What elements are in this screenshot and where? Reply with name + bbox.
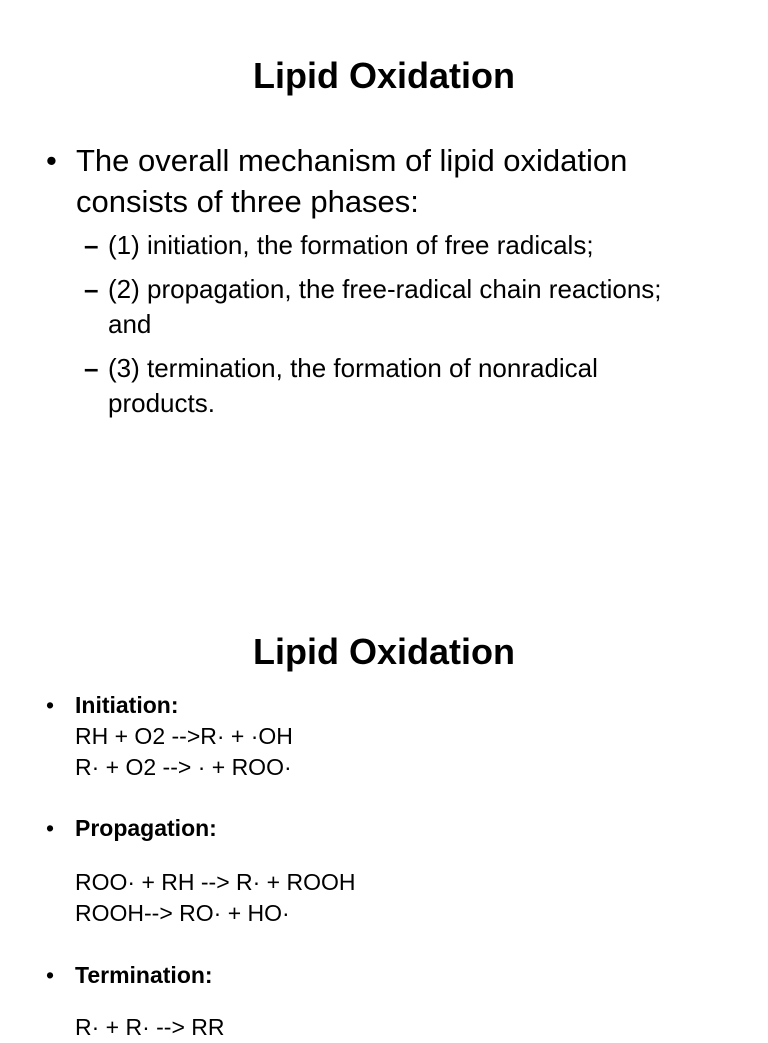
equation: R· + R· --> RR [75, 1014, 225, 1040]
bullet-marker: • [46, 962, 55, 988]
section-heading: Propagation: [75, 815, 217, 841]
phase-text: (3) termination, the formation of nonradical products. [108, 353, 598, 418]
phase-item-initiation [84, 228, 704, 263]
bullet-marker: • [46, 692, 55, 718]
phase-item-termination [84, 351, 704, 421]
section-heading: Initiation: [75, 692, 179, 718]
slide-2 [0, 576, 768, 1040]
bullet-marker: • [46, 143, 57, 178]
section-heading: Termination: [75, 962, 213, 988]
equation: RH + O2 -->R· + ·OH [75, 723, 293, 749]
bullet-marker: • [46, 815, 55, 841]
phase-text: (2) propagation, the free-radical chain reactions; and [108, 274, 662, 339]
bullet-text: The overall mechanism of lipid oxidation consists of three phases: [76, 143, 628, 219]
dash-marker: – [84, 230, 99, 260]
equation: ROOH--> RO· + HO· [75, 900, 290, 926]
equation: R· + O2 --> · + ROO· [75, 754, 292, 780]
equation: ROO· + RH --> R· + ROOH [75, 869, 356, 895]
phase-text: (1) initiation, the formation of free radicals; [108, 230, 594, 260]
phase-item-propagation [84, 272, 704, 342]
dash-marker: – [84, 274, 99, 304]
phase-list [84, 228, 704, 430]
slide-title: Lipid Oxidation [253, 631, 515, 672]
dash-marker: – [84, 353, 99, 383]
slide-title: Lipid Oxidation [253, 55, 515, 96]
